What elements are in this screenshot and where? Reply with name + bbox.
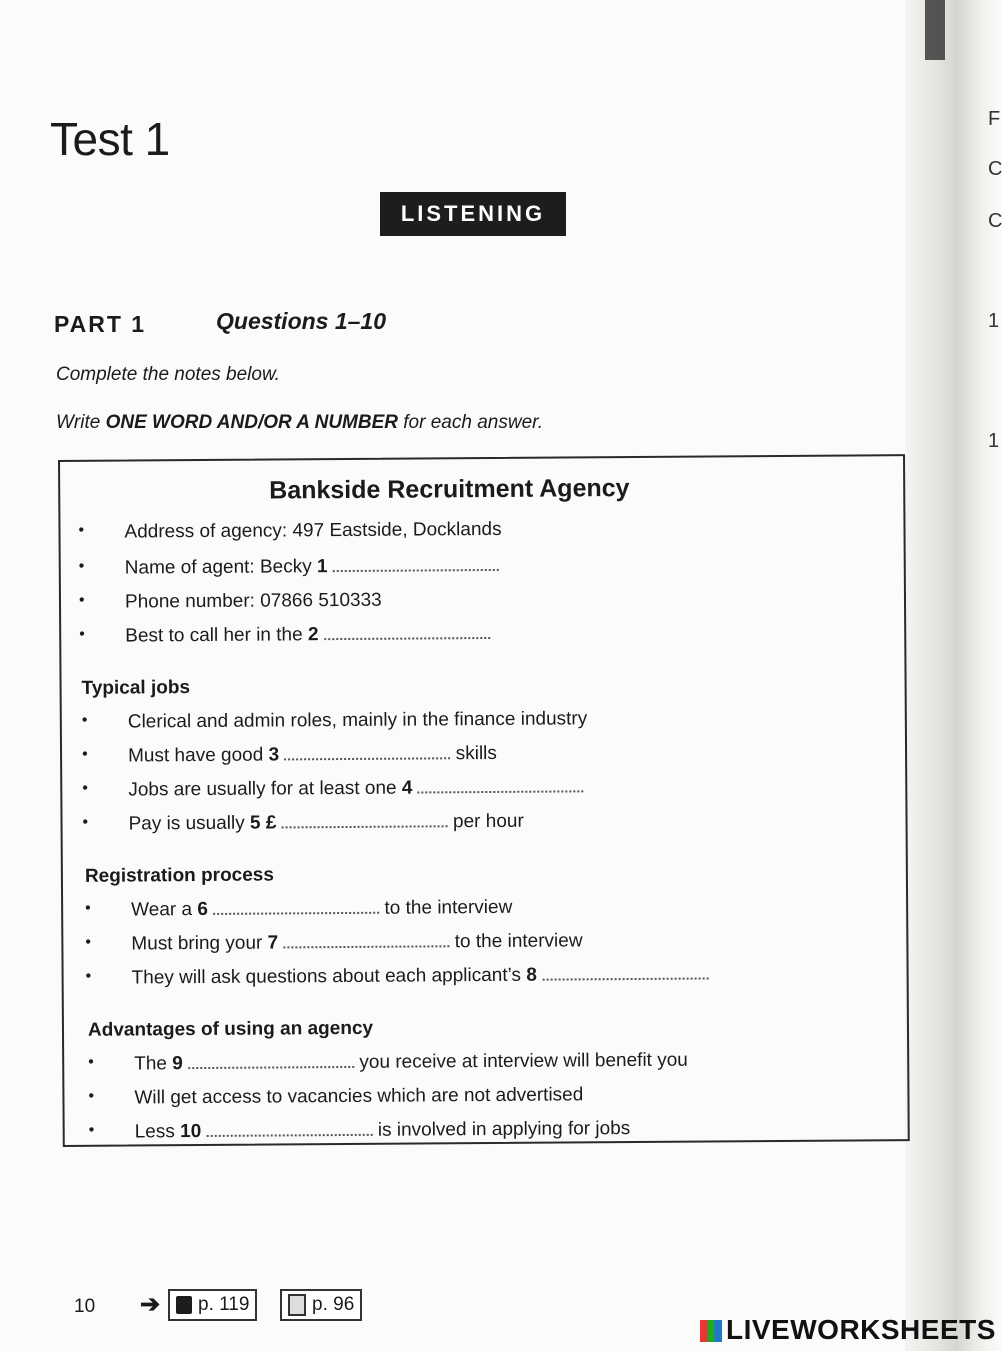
transcript-reference: p. 96 [280, 1289, 362, 1321]
list-item: • Jobs are usually for at least one 4 [128, 776, 584, 801]
question-number: 5 £ [249, 812, 277, 834]
list-item: • Must bring your 7 to the interview [131, 930, 582, 955]
list-item: • The 9 you receive at interview will benefit you [134, 1050, 688, 1076]
watermark: LIVEWORKSHEETS [700, 1314, 996, 1346]
answer-blank-5[interactable] [282, 811, 448, 828]
question-number: 2 [307, 624, 319, 646]
next-page-letter: C [988, 158, 1002, 180]
part-label: PART 1 [54, 311, 147, 337]
list-item: • Phone number: 07866 510333 [125, 590, 382, 614]
answer-blank-4[interactable] [418, 776, 584, 793]
question-number: 8 [526, 964, 537, 986]
question-number: 1 [316, 556, 328, 578]
answer-blank-8[interactable] [542, 963, 708, 980]
answer-blank-10[interactable] [206, 1120, 372, 1137]
answer-blank-9[interactable] [188, 1052, 354, 1069]
list-item: • Clerical and admin roles, mainly in the finance industry [128, 708, 588, 733]
list-item: • Less 10 is involved in applying for jobs [135, 1118, 631, 1143]
section-badge: LISTENING [380, 192, 566, 236]
next-page-letter: 1 [988, 430, 1000, 452]
list-item: • Will get access to vacancies which are not advertised [134, 1084, 583, 1109]
section-heading: Registration process [84, 864, 274, 887]
next-page-letter: F [988, 108, 1001, 130]
question-number: 4 [401, 777, 413, 799]
question-number: 10 [180, 1121, 202, 1143]
answer-key-icon [176, 1296, 192, 1314]
list-item: • Name of agent: Becky 1 [125, 555, 499, 580]
answer-blank-2[interactable] [324, 623, 490, 640]
list-item: • Pay is usually 5 £ per hour [128, 811, 523, 836]
list-item: • Best to call her in the 2 [125, 623, 490, 648]
question-number: 9 [172, 1053, 183, 1075]
next-page-letter: 1 [988, 310, 1000, 332]
arrow-right-icon: ➔ [140, 1291, 161, 1318]
page-number: 10 [74, 1296, 96, 1317]
test-title: Test 1 [50, 113, 170, 165]
question-number: 3 [268, 744, 280, 766]
instruction-write: Write ONE WORD AND/OR A NUMBER for each answer. [56, 412, 544, 433]
section-heading: Typical jobs [81, 677, 191, 699]
liveworksheets-logo-icon [700, 1320, 722, 1342]
instruction-complete: Complete the notes below. [56, 364, 280, 385]
next-page-letter: C [988, 210, 1002, 232]
scan-edge [925, 0, 945, 60]
questions-label: Questions 1–10 [216, 308, 387, 334]
list-item: • Must have good 3 skills [128, 743, 497, 768]
answer-blank-7[interactable] [283, 931, 449, 948]
book-spine-shadow [905, 0, 1000, 1351]
section-heading: Advantages of using an agency [87, 1017, 374, 1041]
notes-box [58, 454, 910, 1147]
question-number: 6 [197, 898, 208, 921]
answer-blank-6[interactable] [213, 898, 379, 915]
transcript-icon [288, 1294, 306, 1316]
list-item: • Address of agency: 497 Eastside, Docklands [124, 519, 501, 544]
notes-title: Bankside Recruitment Agency [269, 474, 630, 505]
list-item: • Wear a 6 to the interview [131, 897, 512, 922]
answer-key-reference: p. 119 [168, 1289, 257, 1321]
list-item: • They will ask questions about each applicant’s 8 [132, 963, 709, 989]
answer-blank-3[interactable] [284, 743, 450, 760]
question-number: 7 [267, 932, 279, 954]
answer-blank-1[interactable] [333, 555, 499, 572]
